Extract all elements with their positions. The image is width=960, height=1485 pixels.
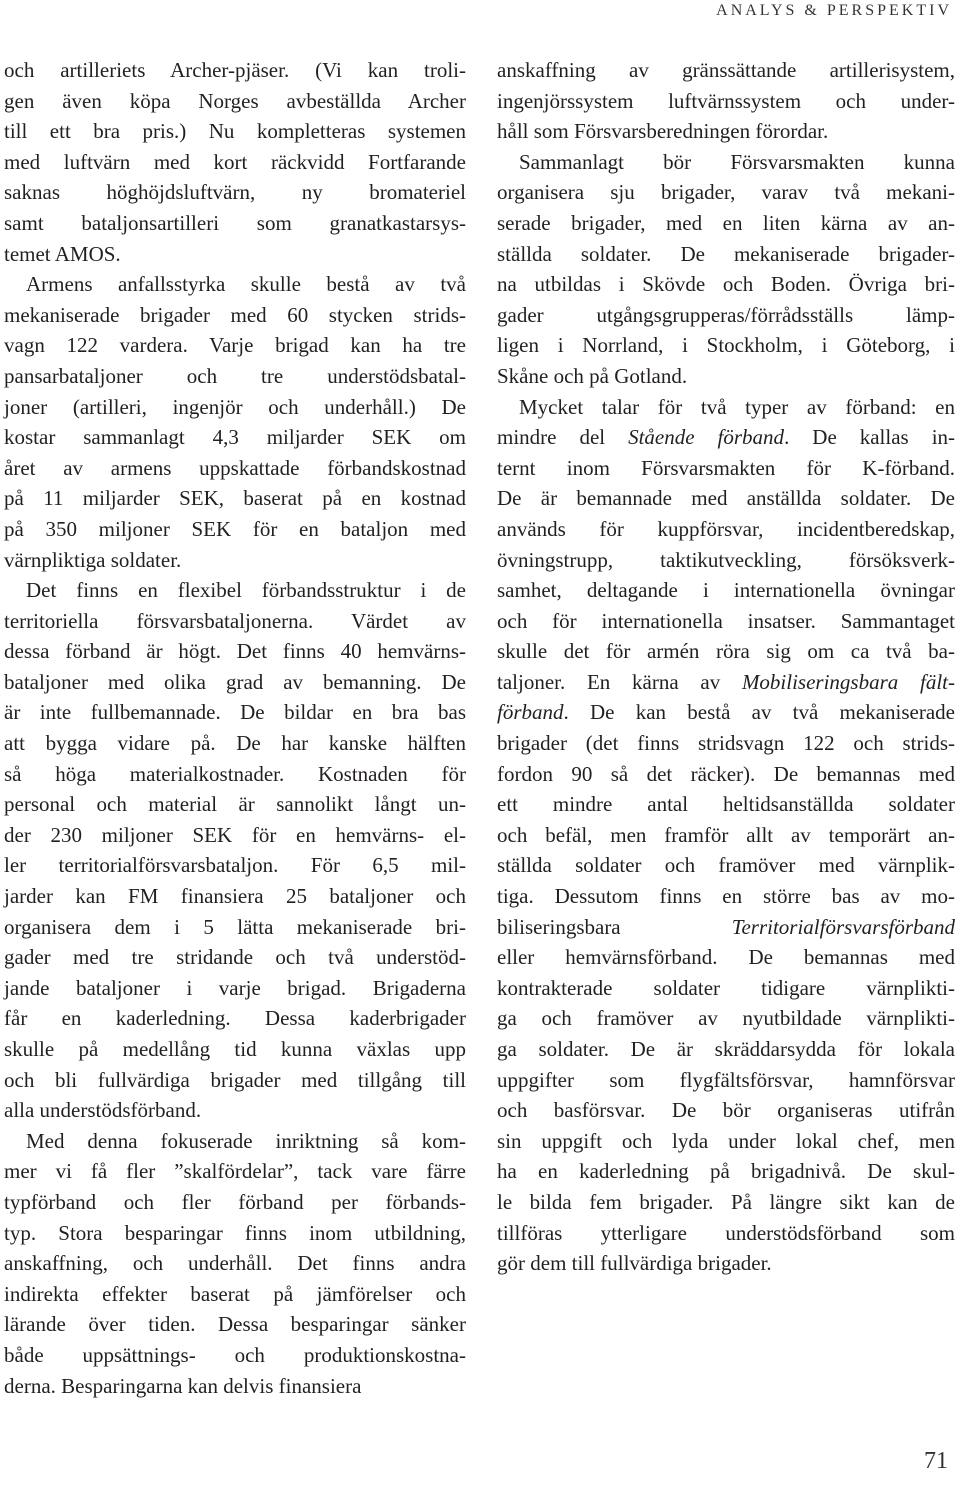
- text-line: med luftvärn med kort räckvidd Fortfarande: [4, 149, 466, 174]
- text-line: gader med tre stridande och två understöd-: [4, 945, 466, 970]
- text-line: temet AMOS.: [4, 241, 121, 266]
- text-line: dessa förband är högt. Det finns 40 hemvärns-: [4, 639, 466, 664]
- paragraph: [497, 55, 955, 147]
- text-line: ställda soldater. De mekaniserade brigader-: [497, 241, 955, 266]
- text-line: alla understödsförband.: [4, 1098, 202, 1123]
- text-line: och basförsvar. De bör organiseras utifrån: [497, 1098, 955, 1123]
- text-line: biliseringsbara Territorialförsvarsförband: [497, 914, 955, 939]
- text-line: till ett bra pris.) Nu kompletteras systemen: [4, 119, 466, 144]
- text-line: ligen i Norrland, i Stockholm, i Göteborg, i: [497, 333, 955, 358]
- text-line: och för internationella insatser. Sammantaget: [497, 608, 955, 633]
- text-line: De är bemannade med anställda soldater. De: [497, 486, 955, 511]
- text-line: personal och material är sannolikt långt un-: [4, 792, 466, 817]
- text-line: organisera sju brigader, varav två mekani-: [497, 180, 955, 205]
- text-line: fordon 90 så det räcker). De bemannas med: [497, 761, 955, 786]
- text-line: eller hemvärnsförband. De bemannas med: [497, 945, 955, 970]
- text-line: Mycket talar för två typer av förband: en: [519, 394, 955, 419]
- text-line: året av armens uppskattade förbandskostnad: [4, 455, 466, 480]
- text-line: le bilda fem brigader. På längre sikt kan de: [497, 1189, 955, 1214]
- text-line: typ. Stora besparingar finns inom utbildning,: [4, 1220, 466, 1245]
- text-line: skulle det för armén röra sig om ca två ba-: [497, 639, 955, 664]
- text-line: ga soldater. De är skräddarsydda för lokala: [497, 1037, 955, 1061]
- paragraph: [4, 1126, 466, 1401]
- text-line: gader utgångsgrupperas/förrådsställs lämp-: [497, 302, 955, 327]
- text-line: på 11 miljarder SEK, baserat på en kostnad: [4, 486, 466, 511]
- text-line: derna. Besparingarna kan delvis finansiera: [4, 1373, 362, 1398]
- text-line: indirekta effekter baserat på jämförelser och: [4, 1281, 466, 1306]
- text-line: skulle på medellång tid kunna växlas upp: [4, 1037, 466, 1061]
- text-line: både uppsättnings- och produktionskostna-: [4, 1342, 466, 1367]
- text-line: och befäl, men framför allt av temporärt an-: [497, 822, 955, 847]
- running-header: ANALYS & PERSPEKTIV: [716, 2, 952, 19]
- left-column: [4, 55, 466, 1401]
- text-line: Skåne och på Gotland.: [497, 363, 688, 388]
- page-number: 71: [924, 1448, 948, 1474]
- text-line: används för kuppförsvar, incidentberedskap,: [497, 516, 955, 541]
- text-line: värnpliktiga soldater.: [4, 547, 182, 572]
- text-line: Sammanlagt bör Försvarsmakten kunna: [519, 149, 955, 174]
- text-line: saknas höghöjdsluftvärn, ny bromateriel: [4, 180, 466, 205]
- text-line: samt bataljonsartilleri som granatkastarsys-: [4, 210, 466, 235]
- text-line: territoriella försvarsbataljonerna. Värdet av: [4, 608, 466, 633]
- text-line: tiga. Dessutom finns en större bas av mo-: [497, 884, 955, 909]
- text-line: på 350 miljoner SEK för en bataljon med: [4, 516, 466, 541]
- text-line: gör dem till fullvärdiga brigader.: [497, 1251, 772, 1276]
- text-line: typförband och fler förband per förbands-: [4, 1189, 466, 1214]
- text-line: kostar sammanlagt 4,3 miljarder SEK om: [4, 425, 466, 450]
- text-line: får en kaderledning. Dessa kaderbrigader: [4, 1006, 466, 1031]
- paragraph: [497, 392, 955, 1279]
- text-line: ga och framöver av nyutbildade värnplikti-: [497, 1006, 955, 1031]
- text-line: anskaffning av gränssättande artillerisystem,: [497, 58, 955, 82]
- text-line: ternt inom Försvarsmakten för K-förband.: [497, 455, 955, 480]
- text-line: der 230 miljoner SEK för en hemvärns- el-: [4, 822, 466, 847]
- text-line: ingenjörssystem luftvärnssystem och under-: [497, 88, 955, 113]
- text-line: sin uppgift och lyda under lokal chef, men: [497, 1128, 955, 1153]
- paragraph: [4, 55, 466, 269]
- text-line: tillföras ytterligare understödsförband som: [497, 1220, 955, 1245]
- text-line: ställda soldater och framöver med värnplik-: [497, 853, 955, 878]
- text-line: anskaffning, och underhåll. Det finns andra: [4, 1251, 466, 1276]
- text-line: uppgifter som flygfältsförsvar, hamnförsvar: [497, 1067, 955, 1092]
- text-line: gen även köpa Norges avbeställda Archer: [4, 88, 466, 113]
- text-line: ha en kaderledning på brigadnivå. De skul-: [497, 1159, 955, 1184]
- right-column: [497, 55, 955, 1279]
- text-line: brigader (det finns stridsvagn 122 och strids-: [497, 731, 955, 756]
- text-line: och artilleriets Archer-pjäser. (Vi kan troli-: [4, 58, 466, 82]
- text-line: ett mindre antal heltidsanställda soldater: [497, 792, 955, 817]
- text-line: taljoner. En kärna av Mobiliseringsbara fält-: [497, 669, 956, 694]
- text-line: Det finns en flexibel förbandsstruktur i de: [26, 578, 466, 603]
- text-line: och bli fullvärdiga brigader med tillgång till: [4, 1067, 466, 1092]
- text-line: att bygga vidare på. De har kanske hälften: [4, 731, 466, 756]
- text-line: så höga materialkostnader. Kostnaden för: [4, 761, 466, 786]
- text-line: är inte fullbemannade. De bildar en bra bas: [4, 700, 466, 725]
- text-line: förband. De kan bestå av två mekaniserade: [497, 700, 955, 725]
- text-line: mindre del Stående förband. De kallas in-: [497, 425, 956, 450]
- text-line: lärande över tiden. Dessa besparingar sänker: [4, 1312, 466, 1337]
- text-line: kontrakterade soldater tidigare värnplikti-: [497, 975, 955, 1000]
- text-line: organisera dem i 5 lätta mekaniserade bri-: [4, 914, 466, 939]
- text-line: na utbildas i Skövde och Boden. Övriga bri-: [497, 272, 955, 297]
- text-line: jande bataljoner i varje brigad. Brigaderna: [4, 975, 466, 1000]
- text-line: Med denna fokuserade inriktning så kom-: [26, 1128, 466, 1153]
- text-line: bataljoner med olika grad av bemanning. De: [4, 669, 466, 694]
- paragraph: [4, 269, 466, 575]
- text-line: jarder kan FM finansiera 25 bataljoner och: [4, 884, 466, 909]
- text-line: mer vi få fler ”skalfördelar”, tack vare färre: [4, 1159, 466, 1184]
- text-line: serade brigader, med en liten kärna av an-: [497, 210, 955, 235]
- text-line: Armens anfallsstyrka skulle bestå av två: [26, 272, 466, 297]
- text-line: samhet, deltagande i internationella övningar: [497, 578, 955, 603]
- paragraph: [497, 147, 955, 392]
- text-line: övningstrupp, taktikutveckling, försöksverk-: [497, 547, 955, 572]
- text-line: pansarbataljoner och tre understödsbatal-: [4, 363, 466, 388]
- text-line: ler territorialförsvarsbataljon. För 6,5 mil-: [4, 853, 466, 878]
- paragraph: [4, 575, 466, 1126]
- text-line: vagn 122 vardera. Varje brigad kan ha tre: [4, 333, 466, 358]
- text-line: mekaniserade brigader med 60 stycken strids-: [4, 302, 466, 327]
- text-line: joner (artilleri, ingenjör och underhåll.) De: [4, 394, 466, 419]
- text-line: håll som Försvarsberedningen förordar.: [497, 119, 829, 144]
